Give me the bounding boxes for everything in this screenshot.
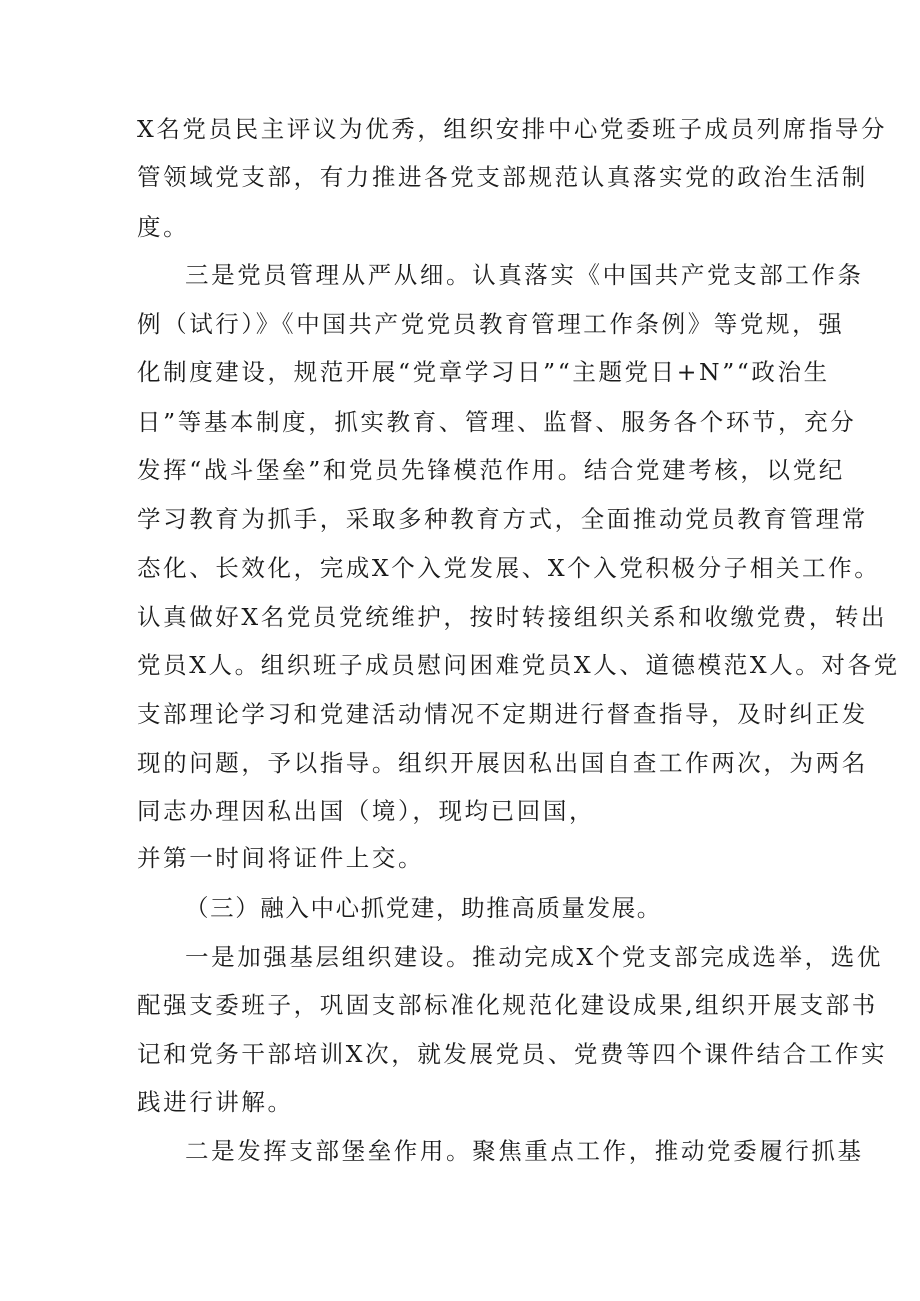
paragraph-line: 现的问题，予以指导。组织开展因私出国自查工作两次，为两名 (137, 749, 868, 777)
paragraph-line: 日”等基本制度，抓实教育、管理、监督、服务各个环节，充分 (137, 408, 857, 436)
paragraph-line: 配强支委班子，巩固支部标准化规范化建设成果,组织开展支部书 (137, 991, 878, 1019)
paragraph-line: 践进行讲解。 (137, 1088, 294, 1116)
paragraph-line: 三是党员管理从严从细。认真落实《中国共产党支部工作条 (185, 261, 864, 289)
paragraph-line: 发挥“战斗堡垒”和党员先锋模范作用。结合党建考核，以党纪 (137, 456, 845, 484)
paragraph-line: 度。 (137, 213, 190, 241)
paragraph-line: 态化、长效化，完成X个入党发展、X个入党积极分子相关工作。 (137, 554, 881, 582)
paragraph-line: 一是加强基层组织建设。推动完成X个党支部完成选举，选优 (185, 943, 883, 971)
paragraph-line: 党员X人。组织班子成员慰问困难党员X人、道德模范X人。对各党 (137, 651, 900, 679)
paragraph-line: 并第一时间将证件上交。 (137, 844, 425, 872)
paragraph-line: 管领域党支部，有力推进各党支部规范认真落实党的政治生活制 (137, 163, 868, 191)
paragraph-line: X名党员民主评议为优秀，组织安排中心党委班子成员列席指导分 (137, 115, 888, 143)
paragraph-line: 二是发挥支部堡垒作用。聚焦重点工作，推动党委履行抓基 (185, 1137, 864, 1165)
section-heading: （三）融入中心抓党建，助推高质量发展。 (185, 894, 662, 922)
paragraph-line: 同志办理因私出国（境），现均已回国， (137, 797, 596, 825)
paragraph-line: 支部理论学习和党建活动情况不定期进行督查指导，及时纠正发 (137, 700, 868, 728)
paragraph-line: 学习教育为抓手，采取多种教育方式，全面推动党员教育管理常 (137, 505, 868, 533)
paragraph-line: 记和党务干部培训X次，就发展党员、党费等四个课件结合工作实 (137, 1040, 888, 1068)
paragraph-line: 认真做好X名党员党统维护，按时转接组织关系和收缴党费，转出 (137, 603, 888, 631)
paragraph-line: 例（试行）》《中国共产党党员教育管理工作条例》等党规，强 (137, 310, 845, 338)
paragraph-line: 化制度建设，规范开展“党章学习日”“主题党日+N”“政治生 (137, 358, 830, 386)
